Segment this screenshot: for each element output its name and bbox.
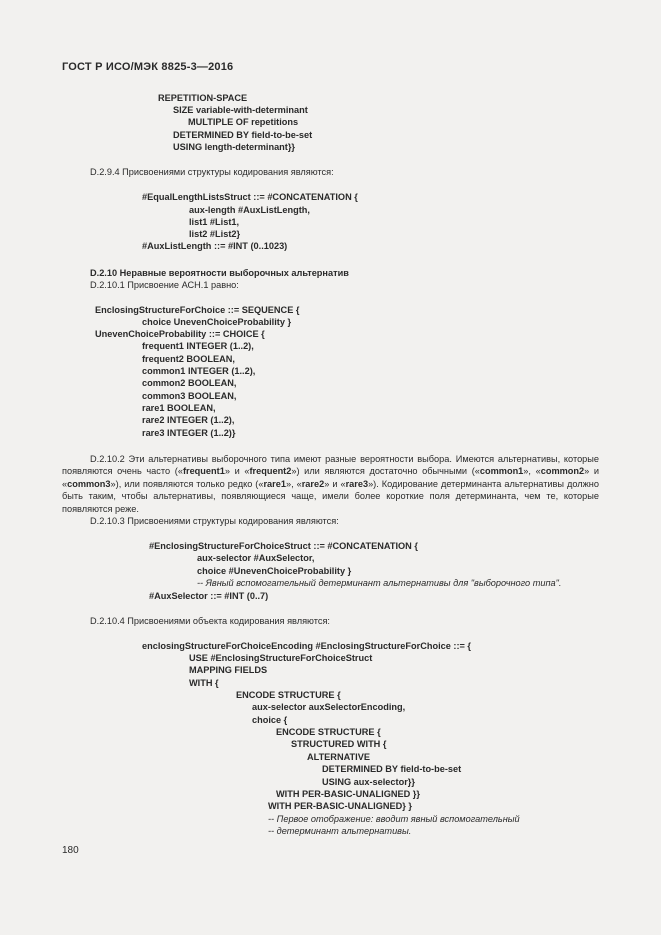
code-line: USING length-determinant}} — [173, 142, 295, 152]
code-line: USING aux-selector}} — [322, 777, 415, 787]
code-line: choice { — [252, 715, 288, 725]
code-comment: -- детерминант альтернативы. — [268, 826, 412, 836]
code-line: WITH { — [189, 678, 219, 688]
code-line: UnevenChoiceProbability ::= CHOICE { — [95, 329, 265, 339]
code-comment: -- Первое отображение: вводит явный вспомогательный — [268, 814, 520, 824]
code-line: MAPPING FIELDS — [189, 665, 268, 675]
code-line: frequent1 INTEGER (1..2), — [142, 341, 254, 351]
code-line: DETERMINED BY field-to-be-set — [322, 764, 462, 774]
code-line: ENCODE STRUCTURE { — [276, 727, 381, 737]
paragraph-d2101: D.2.10.1 Присвоение АСН.1 равно: — [90, 280, 239, 290]
code-line: STRUCTURED WITH { — [291, 739, 387, 749]
code-line: aux-length #AuxListLength, — [189, 205, 310, 215]
document-header: ГОСТ Р ИСО/МЭК 8825-3—2016 — [62, 61, 234, 73]
code-line: choice #UnevenChoiceProbability } — [197, 566, 352, 576]
code-line: rare2 INTEGER (1..2), — [142, 415, 235, 425]
code-line: list1 #List1, — [189, 217, 240, 227]
code-line: ALTERNATIVE — [307, 752, 370, 762]
code-line: #AuxListLength ::= #INT (0..1023) — [142, 241, 288, 251]
paragraph-d2103: D.2.10.3 Присвоениями структуры кодирования являются: — [90, 516, 339, 526]
code-line: #AuxSelector ::= #INT (0..7) — [149, 591, 269, 601]
code-line: #EqualLengthListsStruct ::= #CONCATENATION { — [142, 192, 358, 202]
code-line: enclosingStructureForChoiceEncoding #EnclosingStructureForChoice ::= { — [142, 641, 472, 651]
paragraph-d294: D.2.9.4 Присвоениями структуры кодирования являются: — [90, 167, 334, 177]
section-heading-d210: D.2.10 Неравные вероятности выборочных альтернатив — [90, 268, 349, 278]
code-line: REPETITION-SPACE — [158, 93, 248, 103]
code-line: rare3 INTEGER (1..2)} — [142, 428, 236, 438]
code-line: DETERMINED BY field-to-be-set — [173, 130, 313, 140]
code-line: EnclosingStructureForChoice ::= SEQUENCE { — [95, 305, 300, 315]
code-line: WITH PER-BASIC-UNALIGNED }} — [276, 789, 420, 799]
code-line: rare1 BOOLEAN, — [142, 403, 216, 413]
code-line: common3 BOOLEAN, — [142, 391, 237, 401]
code-line: WITH PER-BASIC-UNALIGNED} } — [268, 801, 412, 811]
code-line: frequent2 BOOLEAN, — [142, 354, 235, 364]
code-comment: -- Явный вспомогательный детерминант альтернативы для "выборочного типа". — [197, 578, 562, 588]
code-line: common1 INTEGER (1..2), — [142, 366, 256, 376]
code-line: aux-selector #AuxSelector, — [197, 553, 315, 563]
paragraph-d2102: D.2.10.2 Эти альтернативы выборочного типа имеют разные вероятности выбора. Имеются альтернативы, которые появляются очень часто («frequent1» и «frequent2») или являются достаточно обычными («common1», «common2» и «common3»), или появляются только редко («rare1», «rare2» и «rare3»). Кодирование детерминанта альтернативы должно быть таким, чтобы альтернативы, появляющиеся чаще, имели более короткие поля детерминанта, чем те, которые появляются реже. — [62, 454, 600, 514]
code-line: ENCODE STRUCTURE { — [236, 690, 341, 700]
code-line: USE #EnclosingStructureForChoiceStruct — [189, 653, 373, 663]
code-line: SIZE variable-with-determinant — [173, 105, 308, 115]
page-number: 180 — [62, 845, 79, 856]
code-line: choice UnevenChoiceProbability } — [142, 317, 292, 327]
paragraph-d2104: D.2.10.4 Присвоениями объекта кодирования являются: — [90, 616, 330, 626]
code-line: common2 BOOLEAN, — [142, 378, 237, 388]
code-line: #EnclosingStructureForChoiceStruct ::= #CONCATENATION { — [149, 541, 418, 551]
code-line: aux-selector auxSelectorEncoding, — [252, 702, 406, 712]
code-line: MULTIPLE OF repetitions — [188, 117, 299, 127]
code-line: list2 #List2} — [189, 229, 241, 239]
